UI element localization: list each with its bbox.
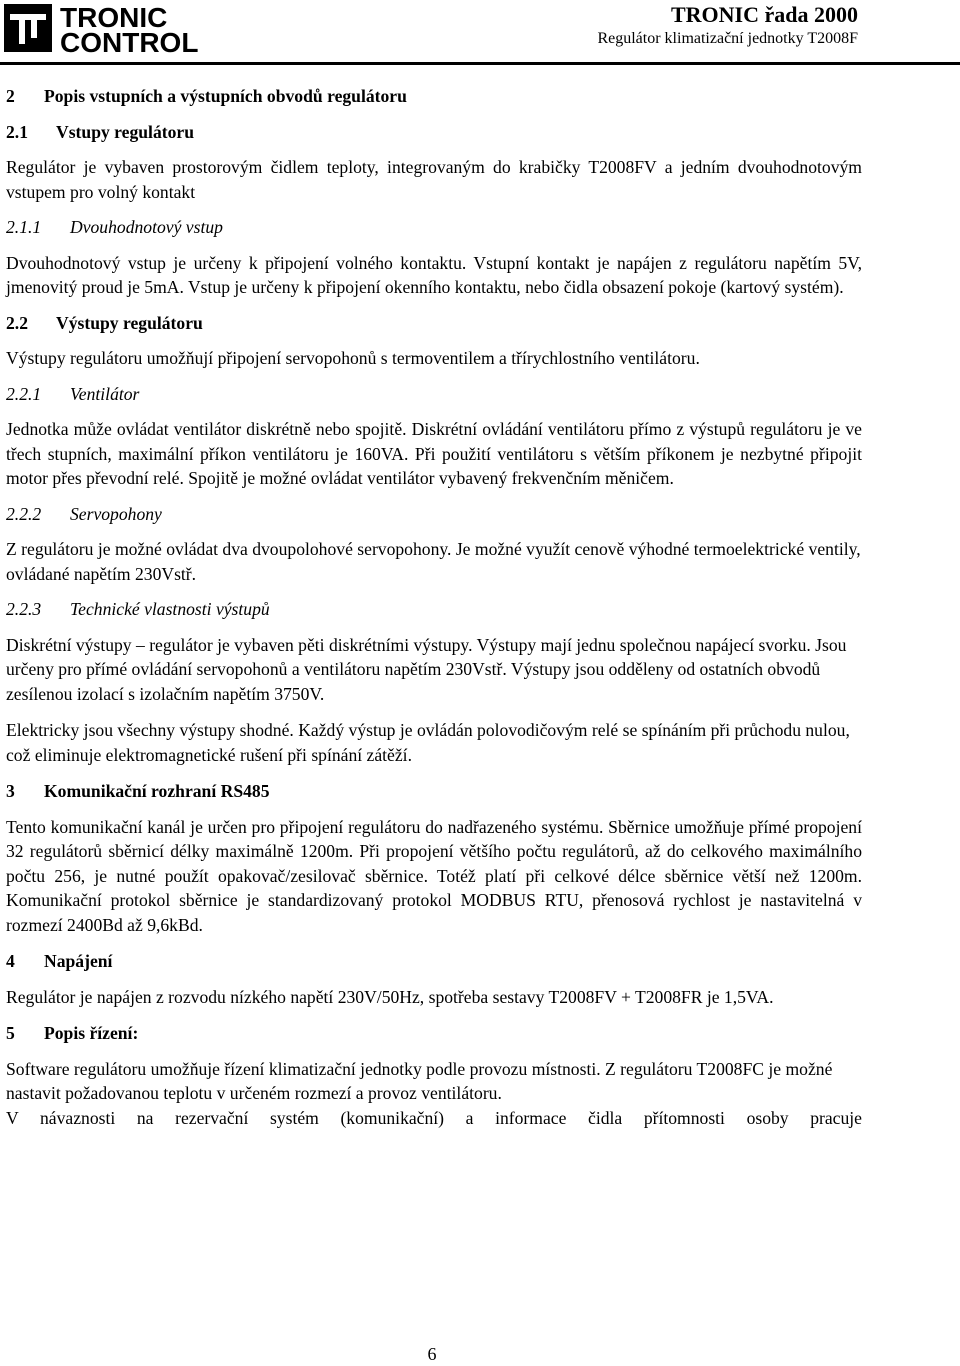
paragraph-fan: Jednotka může ovládat ventilátor diskrétně nebo spojitě. Diskrétní ovládání ventilátoru přímo z výstupů regulátoru je ve třech stupních, maximální příkon ventilátoru je 160VA. Při použití ventilátoru s větším příkonem je nezbytné připojit motor přes převodní relé. Spojitě je možné ovládat ventilátor vybavený frekvenčním měničem. (6, 419, 862, 488)
heading-section-5: 5 Popis řízení: (6, 1023, 139, 1043)
series-title: TRONIC řada 2000 (670, 2, 858, 27)
paragraph-output-specs: Diskrétní výstupy – regulátor je vybaven pěti diskrétními výstupy. Výstupy mají jednu společnou napájecí svorku. Jsou určeny pro přímé ovládání servopohonů a ventilátoru napětím 230Vstř. Výstupy jsou odděleny od ostatních obvodů zesílenou izolací s izolačním napětím 3750V. (6, 634, 847, 704)
paragraph-output-relays: Elektricky jsou všechny výstupy shodné. Každý výstup je ovládán polovodičovým relé se spínáním při průchodu nulou, což eliminuje elektromagnetické rušení při spínání zátěží. (6, 720, 850, 765)
paragraph-inputs: Regulátor je vybaven prostorovým čidlem teploty, integrovaným do krabičky T2008FV a jedním dvouhodnotovým vstupem pro volný kontakt (6, 157, 862, 202)
paragraph-rs485: Tento komunikační kanál je určen pro připojení regulátoru do nadřazeného systému. Sběrnice umožňuje přímé propojení 32 regulátorů sběrnicí délky maximálně 1200m. Při propojení většího počtu regulátorů, až do celkového maximálního počtu 256, je nutné použít opakovač/zesilovač sběrnice. Totéž platí při celkové délce sběrnice větší než 1200m. Komunikační protokol sběrnice je standardizovaný protokol MODBUS RTU, přenosová rychlost je nastavitelná v rozmezí 2400Bd až 9,6kBd. (6, 816, 862, 935)
heading-section-2: 2 Popis vstupních a výstupních obvodů regulátoru (6, 86, 407, 106)
heading-section-2-1: 2.1 Vstupy regulátoru (6, 121, 194, 142)
heading-section-2-2-3: 2.2.3 Technické vlastnosti výstupů (6, 599, 270, 619)
page-number: 6 (427, 1344, 437, 1364)
heading-section-3: 3 Komunikační rozhraní RS485 (6, 781, 270, 801)
heading-section-2-2-2: 2.2.2 Servopohony (6, 503, 162, 524)
header-rule (0, 62, 960, 65)
paragraph-control-1: Software regulátoru umožňuje řízení klimatizační jednotky podle provozu místnosti. Z regulátoru T2008FC je možné nastavit požadovanou teplotu v určeném rozmezí a provoz ventilátoru. (6, 1058, 833, 1103)
paragraph-control-2: V návaznosti na rezervační systém (komunikační) a informace čidla přítomnosti osoby pracuje (6, 1107, 862, 1128)
heading-section-2-1-1: 2.1.1 Dvouhodnotový vstup (6, 217, 223, 237)
paragraph-power: Regulátor je napájen z rozvodu nízkého napětí 230V/50Hz, spotřeba sestavy T2008FV + T2008FR je 1,5VA. (6, 986, 774, 1007)
heading-section-2-2: 2.2 Výstupy regulátoru (6, 312, 203, 333)
document-body (6, 84, 862, 1130)
heading-section-2-2-1: 2.2.1 Ventilátor (6, 383, 140, 404)
header-info (597, 2, 858, 50)
paragraph-binary-input: Dvouhodnotový vstup je určeny k připojení volného kontaktu. Vstupní kontakt je napájen z regulátoru napětím 5V, jmenovitý proud je 5mA. Vstup je určeny k připojení okenního kontaktu, nebo čidla obsazení pokoje (kartový systém). (6, 252, 862, 297)
product-subtitle: Regulátor klimatizační jednotky T2008F (597, 30, 858, 47)
logo-graphic (4, 2, 200, 54)
tronic-control-logo (4, 2, 200, 54)
logo-text-line1: TRONIC (60, 2, 168, 33)
paragraph-outputs: Výstupy regulátoru umožňují připojení servopohonů s termoventilem a třírychlostního ventilátoru. (6, 348, 700, 368)
logo-text-line2: CONTROL (60, 27, 199, 54)
paragraph-actuators: Z regulátoru je možné ovládat dva dvoupolohové servopohony. Je možné využít cenově výhodné termoelektrické ventily, ovládané napětím 230Vstř. (6, 539, 861, 584)
heading-section-4: 4 Napájení (6, 951, 113, 971)
